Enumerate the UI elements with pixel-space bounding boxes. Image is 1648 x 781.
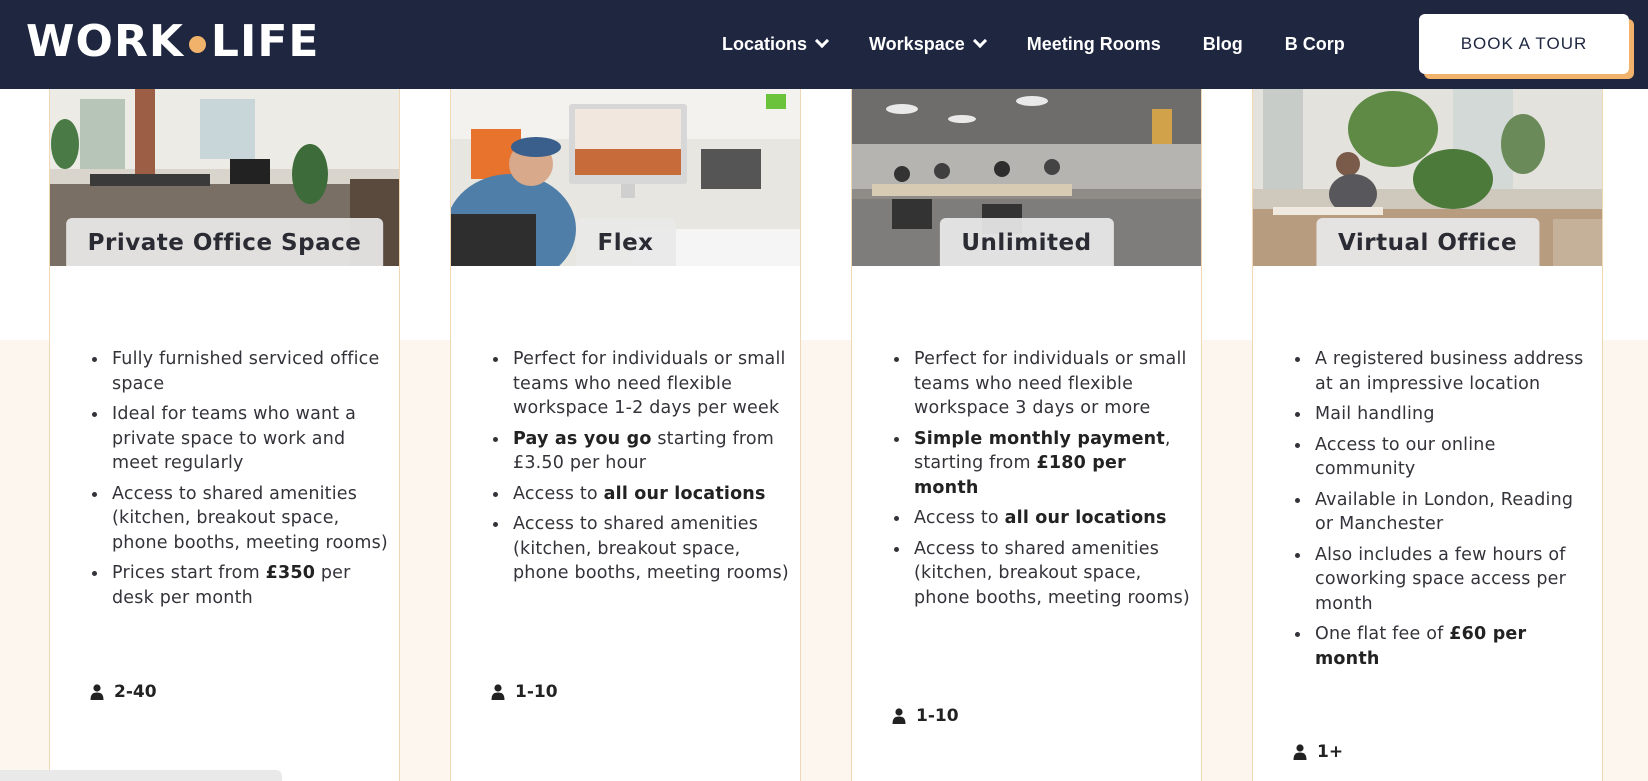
feature-item: Prices start from £350 per desk per month	[90, 561, 390, 610]
feature-highlight: £350	[265, 563, 316, 583]
capacity-indicator	[491, 682, 558, 702]
nav-item-locations[interactable]	[722, 34, 827, 55]
nav-item-blog[interactable]	[1203, 34, 1243, 55]
card-title: Virtual Office	[1316, 218, 1539, 266]
nav-item-label: Meeting Rooms	[1026, 34, 1161, 54]
nav-item-label: Blog	[1202, 34, 1243, 54]
feature-item: Pay as you go starting from £3.50 per hour	[491, 427, 791, 476]
feature-highlight: Simple monthly payment	[914, 428, 1165, 449]
browser-status-bar	[0, 770, 282, 781]
nav-item-meeting-rooms[interactable]	[1027, 34, 1161, 55]
feature-item: Access to our online community	[1293, 433, 1593, 482]
card-image	[50, 89, 399, 266]
card-virtual-office[interactable]	[1252, 89, 1603, 781]
capacity-indicator	[1293, 742, 1343, 762]
capacity-value: 1-10	[515, 682, 558, 702]
worklife-logo[interactable]	[26, 18, 319, 66]
feature-item: Access to all our locations	[892, 506, 1192, 531]
person-icon	[1293, 744, 1307, 760]
card-title: Unlimited	[939, 218, 1113, 266]
card-image	[1253, 89, 1602, 266]
capacity-indicator	[892, 706, 959, 726]
capacity-value: 1-10	[916, 706, 959, 726]
nav-item-label: Workspace	[869, 34, 965, 54]
logo-dot-icon	[189, 36, 206, 53]
feature-item: Ideal for teams who want a private space to work and meet regularly	[90, 402, 390, 476]
card-image	[852, 89, 1201, 266]
card-private-office[interactable]	[49, 89, 400, 781]
feature-highlight: Pay as you go	[513, 428, 652, 449]
feature-item: Access to shared amenities (kitchen, breakout space, phone booths, meeting rooms)	[90, 482, 390, 556]
feature-list	[90, 347, 390, 616]
feature-item: Fully furnished serviced office space	[90, 347, 390, 396]
chevron-down-icon	[815, 33, 829, 47]
feature-item: Available in London, Reading or Manchester	[1293, 488, 1593, 537]
main-nav	[722, 0, 1387, 89]
person-icon	[892, 708, 906, 724]
feature-item: Simple monthly payment, starting from £180 per month	[892, 427, 1192, 501]
feature-item: Also includes a few hours of coworking space access per month	[1293, 543, 1593, 617]
feature-highlight: all our locations	[603, 483, 766, 504]
capacity-value: 1+	[1317, 742, 1344, 762]
card-unlimited[interactable]	[851, 89, 1202, 781]
feature-item: Access to shared amenities (kitchen, breakout space, phone booths, meeting rooms)	[892, 537, 1192, 611]
feature-list	[892, 347, 1192, 616]
card-title: Private Office Space	[66, 218, 384, 266]
feature-highlight: £60 per month	[1315, 624, 1527, 669]
feature-item: Access to all our locations	[491, 482, 791, 507]
feature-item: Mail handling	[1293, 402, 1593, 427]
nav-item-workspace[interactable]	[869, 34, 985, 55]
nav-item-label: B Corp	[1284, 34, 1345, 54]
feature-highlight: all our locations	[1004, 508, 1167, 528]
feature-item: A registered business address at an impressive location	[1293, 347, 1593, 396]
feature-item: One flat fee of £60 per month	[1293, 622, 1593, 671]
feature-item: Perfect for individuals or small teams who need flexible workspace 3 days or more	[892, 347, 1192, 421]
capacity-value: 2-40	[114, 682, 157, 702]
nav-item-b-corp[interactable]	[1285, 34, 1345, 55]
feature-list	[491, 347, 791, 592]
card-title: Flex	[575, 218, 675, 266]
nav-item-label: Locations	[722, 34, 808, 54]
card-image	[451, 89, 800, 266]
top-navigation-bar	[0, 0, 1648, 89]
capacity-indicator	[90, 682, 157, 702]
chevron-down-icon	[973, 33, 987, 47]
person-icon	[90, 684, 104, 700]
feature-item: Perfect for individuals or small teams who need flexible workspace 1-2 days per week	[491, 347, 791, 421]
card-flex[interactable]	[450, 89, 801, 781]
logo-text-left: WORK	[26, 16, 184, 67]
person-icon	[491, 684, 505, 700]
book-a-tour-button[interactable]: BOOK A TOUR	[1419, 14, 1629, 74]
logo-text-right: LIFE	[210, 16, 320, 67]
feature-list	[1293, 347, 1593, 677]
feature-item: Access to shared amenities (kitchen, breakout space, phone booths, meeting rooms)	[491, 512, 791, 586]
feature-highlight: £180 per month	[914, 453, 1126, 498]
